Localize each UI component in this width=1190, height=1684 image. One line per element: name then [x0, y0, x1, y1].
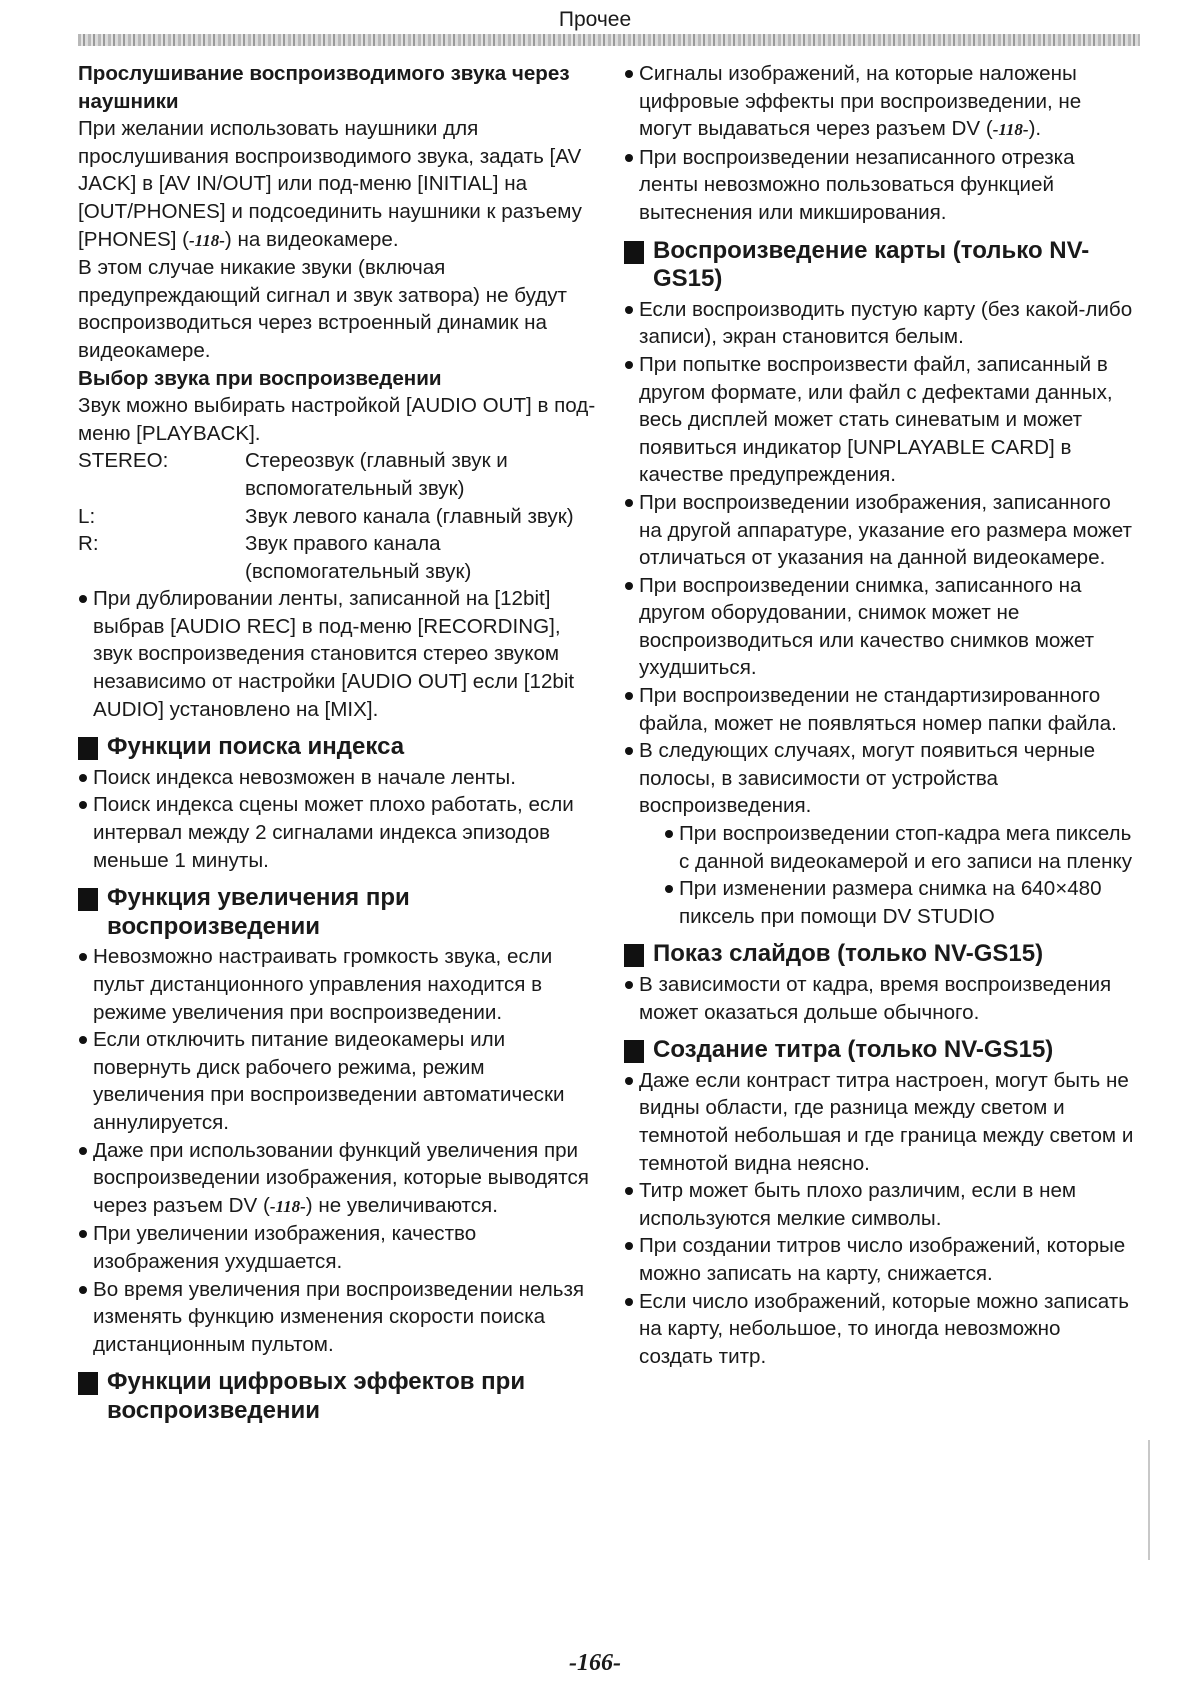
bullet-item: При дублировании ленты, записанной на [12bit] выбрав [AUDIO REC] в под-меню [RECORDING], звук воспроизведения становится стерео звуком независимо от настройки [AUDIO OUT] если [12bit AUDIO] установлено на [MIX]. [78, 585, 598, 723]
bullet-item: При воспроизведении изображения, записанного на другой аппаратуре, указание его размера может отличаться от указания на данной видеокамере. [624, 489, 1138, 572]
bullet-item: Сигналы изображений, на которые наложены цифровые эффекты при воспроизведении, не могут выдаваться через разъем DV (-118-). [624, 60, 1138, 144]
bullet-item: Во время увеличения при воспроизведении нельзя изменять функцию изменения скорости поиска дистанционным пультом. [78, 1276, 598, 1359]
page-reference: -118- [269, 1196, 306, 1216]
bullet-item: Поиск индекса сцены может плохо работать, если интервал между 2 сигналами индекса эпизодов меньше 1 минуты. [78, 791, 598, 874]
section-marker-icon [624, 241, 644, 264]
sound-select-heading: Выбор звука при воспроизведении [78, 366, 442, 390]
effects-bullets [624, 60, 1138, 227]
headphones-paragraph-2: В этом случае никакие звуки (включая предупреждающий сигнал и звук затвора) не будут воспроизводиться через встроенный динамик на видеокамере. [78, 256, 567, 362]
bullet-item: Если воспроизводить пустую карту (без какой-либо записи), экран становится белым. [624, 296, 1138, 351]
bullet-item: При воспроизведении снимка, записанного на другом оборудовании, снимок может не воспроизводиться или качество снимков может ухудшиться. [624, 572, 1138, 682]
term-left [78, 503, 598, 531]
term-value: Стереозвук (главный звук и вспомогательный звук) [245, 449, 508, 500]
bullet-item: Даже если контраст титра настроен, могут быть не видны области, где разница между светом и темнотой небольшая и где граница между светом и темнотой видна неясно. [624, 1067, 1138, 1177]
title-bullets [624, 1067, 1138, 1371]
card-bullets [624, 296, 1138, 820]
bullet-item: Если отключить питание видеокамеры или повернуть диск рабочего режима, режим увеличения при воспроизведении автоматически аннулируется. [78, 1026, 598, 1136]
section-marker-icon [78, 1372, 98, 1395]
section-heading-title: Создание титра (только NV-GS15) [624, 1036, 1138, 1065]
left-column [78, 60, 598, 1428]
section-marker-icon [78, 888, 98, 911]
scan-edge-line [1148, 1440, 1150, 1560]
term-key: L: [78, 504, 96, 528]
bullet-item: Поиск индекса невозможен в начале ленты. [78, 764, 598, 792]
bullet-item: В зависимости от кадра, время воспроизведения может оказаться дольше обычного. [624, 971, 1138, 1026]
section-heading-zoom: Функция увеличения при воспроизведении [78, 884, 598, 941]
right-column [624, 60, 1138, 1370]
bullet-item: При попытке воспроизвести файл, записанный в другом формате, или файл с дефектами данных, весь дисплей может стать синеватым и может появиться индикатор [UNPLAYABLE CARD] в качестве предупреждения. [624, 351, 1138, 489]
sound-bullets [78, 585, 598, 723]
section-heading-effects: Функции цифровых эффектов при воспроизведении [78, 1368, 598, 1425]
bullet-item: В следующих случаях, могут появиться черные полосы, в зависимости от устройства воспроизведения. [624, 737, 1138, 820]
section-heading-card: Воспроизведение карты (только NV-GS15) [624, 237, 1138, 294]
bullet-item: Если число изображений, которые можно записать на карту, небольшое, то иногда невозможно создать титр. [624, 1288, 1138, 1371]
slides-bullets [624, 971, 1138, 1026]
page-reference: -118- [992, 120, 1029, 140]
card-nested-bullets [664, 820, 1138, 930]
term-right [78, 530, 598, 585]
term-key: STEREO: [78, 449, 169, 473]
headphones-heading: Прослушивание воспроизводимого звука через наушники [78, 62, 570, 113]
section-heading-index: Функции поиска индекса [78, 733, 598, 762]
bullet-item: При увеличении изображения, качество изображения ухудшается. [78, 1220, 598, 1275]
section-marker-icon [624, 1040, 644, 1063]
index-bullets [78, 764, 598, 874]
sound-select-intro: Звук можно выбирать настройкой [AUDIO OUT] в под-меню [PLAYBACK]. [78, 394, 596, 445]
section-heading-slides: Показ слайдов (только NV-GS15) [624, 940, 1138, 969]
term-value: Звук правого канала (вспомогательный звук) [245, 532, 472, 583]
nested-bullet-item: При воспроизведении стоп-кадра мега пиксель с данной видеокамерой и его записи на пленку [664, 820, 1138, 875]
bullet-item: При воспроизведении не стандартизированного файла, может не появляться номер папки файла. [624, 682, 1138, 737]
section-marker-icon [78, 737, 98, 760]
page-reference: -118- [189, 230, 225, 250]
section-marker-icon [624, 944, 644, 967]
term-value: Звук левого канала (главный звук) [245, 504, 574, 528]
bullet-item: Даже при использовании функций увеличения при воспроизведении изображения, которые выводятся через разъем DV (-118-) не увеличиваются. [78, 1137, 598, 1221]
page-number: -166- [569, 1650, 621, 1676]
running-header: Прочее [558, 8, 632, 31]
term-key: R: [78, 532, 99, 556]
bullet-item: При воспроизведении незаписанного отрезка ленты невозможно пользоваться функцией вытеснения или микширования. [624, 144, 1138, 227]
term-stereo [78, 447, 598, 502]
zoom-bullets [78, 943, 598, 1358]
header-rule [78, 34, 1140, 46]
nested-bullet-item: При изменении размера снимка на 640×480 пиксель при помощи DV STUDIO [664, 875, 1138, 930]
bullet-item: Титр может быть плохо различим, если в нем используются мелкие символы. [624, 1177, 1138, 1232]
headphones-paragraph-1: При желании использовать наушники для прослушивания воспроизводимого звука, задать [AV JACK] в [AV IN/OUT] или под-меню [INITIAL] на [OUT/PHONES] и подсоединить наушники к разъему [PHONES] (-118-) на видеокамере. [78, 117, 582, 251]
bullet-item: Невозможно настраивать громкость звука, если пульт дистанционного управления находится в режиме увеличения при воспроизведении. [78, 943, 598, 1026]
bullet-item: При создании титров число изображений, которые можно записать на карту, снижается. [624, 1232, 1138, 1287]
